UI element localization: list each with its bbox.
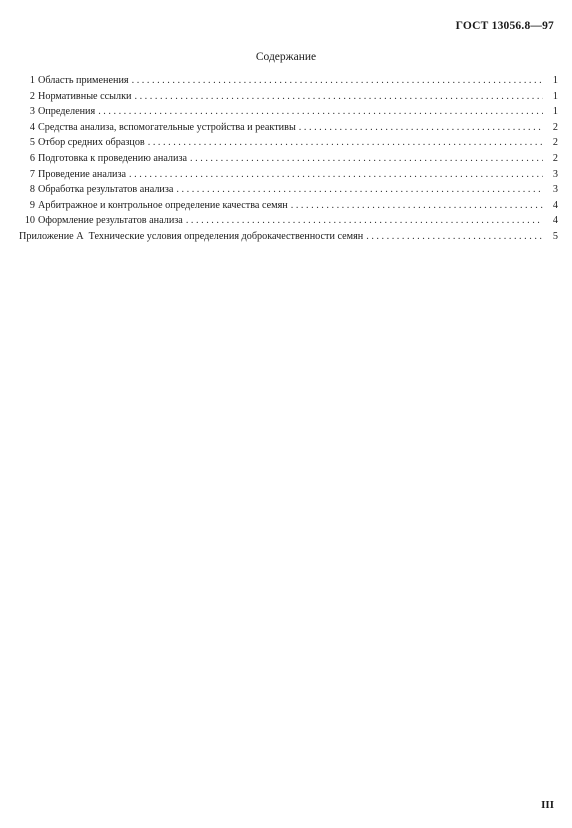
toc-leader-dots [148,135,543,151]
toc-entry-page: 4 [552,215,558,227]
toc-leader-dots [98,104,543,120]
toc-entry[interactable] [19,213,558,229]
toc-entry-page: 1 [552,106,558,118]
toc-leader-dots [129,167,543,183]
toc-entry-number: 6 [29,152,35,164]
toc-entry-number: 10 [24,215,35,227]
toc-entry-page: 2 [552,121,558,133]
toc-entry-title: Средства анализа, вспомогательные устройства и реактивы [38,121,296,133]
toc-entry-number: 3 [29,106,35,118]
toc-entry-page: 3 [552,168,558,180]
toc-entry-title: Отбор средних образцов [38,137,145,149]
toc-title: Содержание [255,51,317,63]
toc-entry[interactable] [19,104,558,120]
table-of-contents [19,73,558,245]
toc-entry-title: Проведение анализа [38,168,127,180]
toc-leader-dots [190,151,543,167]
toc-entry-page: 1 [552,90,558,102]
toc-entry-number: 7 [29,168,35,180]
toc-entry[interactable] [19,167,558,183]
toc-entry-title: Обработка результатов анализа [38,184,174,196]
toc-entry-title: Нормативные ссылки [38,90,132,102]
toc-leader-dots [132,73,543,89]
toc-entry-number: 8 [29,184,35,196]
toc-entry-title: Арбитражное и контрольное определение качества семян [38,199,288,211]
toc-entry[interactable] [19,73,558,89]
toc-entry-title: Подготовка к проведению анализа [38,152,188,164]
document-code: ГОСТ 13056.8—97 [455,20,554,32]
toc-entry-title: Область применения [38,75,129,86]
toc-entry-number: 2 [29,90,35,102]
toc-entry-number: 9 [29,199,35,211]
toc-entry-page: 4 [552,199,558,211]
toc-entry-page: 5 [552,230,558,242]
toc-entry[interactable] [19,182,558,198]
toc-entry-page: 3 [552,184,558,196]
toc-entry[interactable] [19,198,558,214]
toc-entry-title: Определения [38,106,96,118]
toc-entry-page: 2 [552,152,558,164]
toc-entry[interactable] [19,89,558,105]
toc-entry-title: Оформление результатов анализа [38,215,183,227]
toc-leader-dots [291,198,543,214]
toc-entry-number: 1 [29,75,35,86]
toc-leader-dots [366,229,543,245]
toc-entry[interactable] [19,120,558,136]
toc-entry[interactable] [19,135,558,151]
toc-entry-page: 1 [552,75,558,86]
toc-entry-page: 2 [552,137,558,149]
toc-entry-number: 4 [29,121,35,133]
toc-leader-dots [186,213,543,229]
toc-leader-dots [299,120,543,136]
toc-entry-appendix[interactable] [19,229,558,245]
page-number: III [541,799,554,811]
toc-entry-number: 5 [29,137,35,149]
toc-entry[interactable] [19,151,558,167]
toc-leader-dots [176,182,543,198]
toc-leader-dots [134,89,543,105]
toc-entry-title: Приложение А Технические условия определения доброкачественности семян [19,230,364,242]
